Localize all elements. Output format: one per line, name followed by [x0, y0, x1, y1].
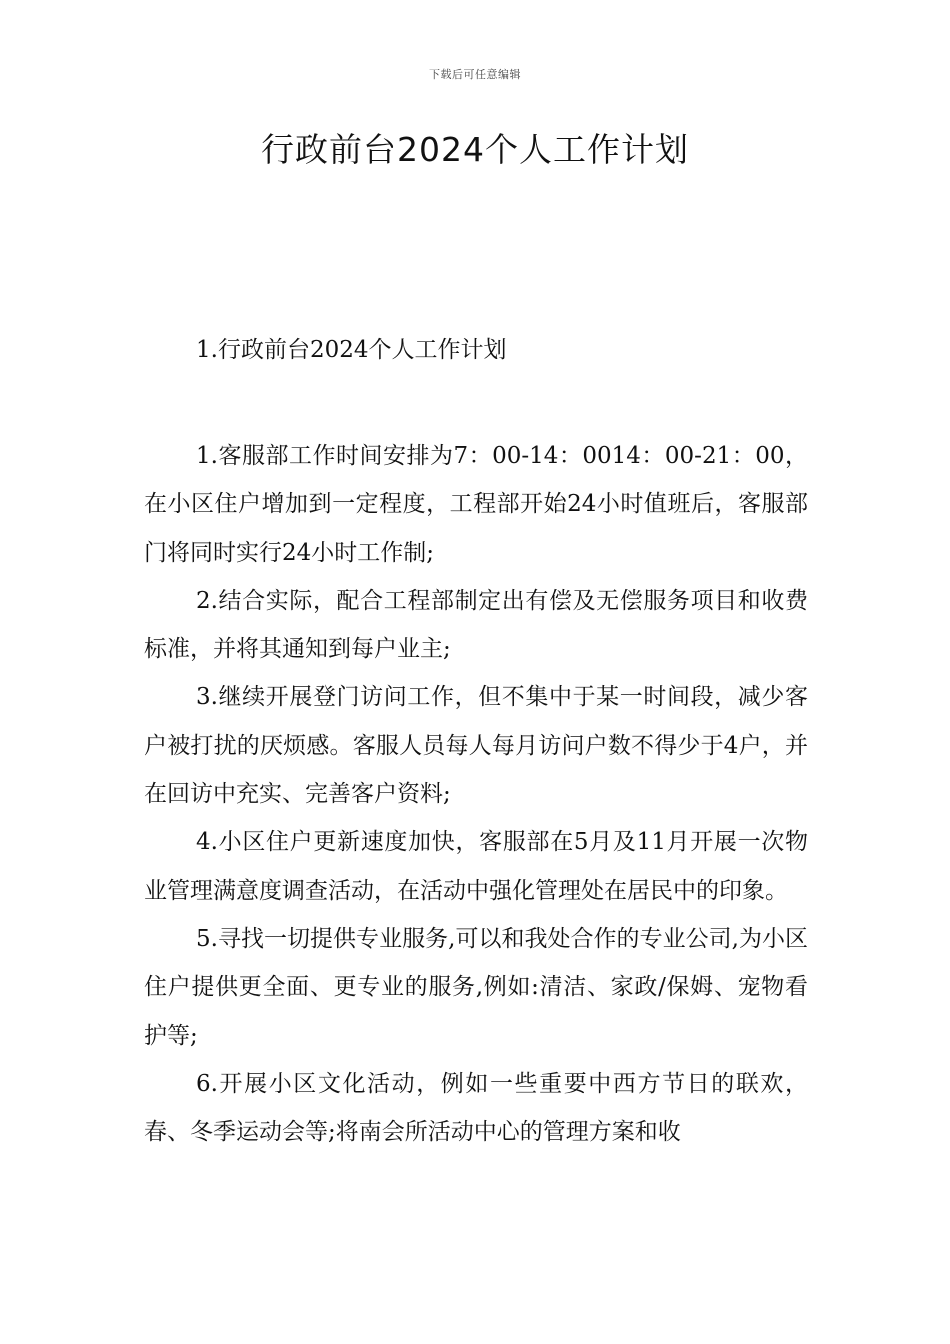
- paragraph-item-5: 5.寻找一切提供专业服务,可以和我处合作的专业公司,为小区住户提供更全面、更专业的服务,例如:清洁、家政/保姆、宠物看护等;: [144, 925, 808, 1049]
- document-body: [144, 432, 808, 1156]
- paragraph-item-4: 4.小区住户更新速度加快，客服部在5月及11月开展一次物业管理满意度调查活动，在活动中强化管理处在居民中的印象。: [144, 829, 808, 904]
- paragraph-item-1: 1.客服部工作时间安排为7：00-14：0014：00-21：00，在小区住户增加到一定程度，工程部开始24小时值班后，客服部门将同时实行24小时工作制;: [144, 443, 808, 566]
- paragraph-item-2: 2.结合实际，配合工程部制定出有偿及无偿服务项目和收费标准，并将其通知到每户业主;: [144, 587, 808, 663]
- document-title: 行政前台2024个人工作计划: [261, 130, 689, 169]
- paragraph-item-3: 3.继续开展登门访问工作，但不集中于某一时间段，减少客户被打扰的厌烦感。客服人员每人每月访问户数不得少于4户，并在回访中充实、完善客户资料;: [144, 684, 808, 808]
- paragraph-item-6: 6.开展小区文化活动，例如一些重要中西方节日的联欢，春、冬季运动会等;将南会所活动中心的管理方案和收: [144, 1070, 808, 1146]
- header-note: 下载后可任意编辑: [429, 68, 521, 81]
- section-heading: 1.行政前台2024个人工作计划: [196, 337, 507, 363]
